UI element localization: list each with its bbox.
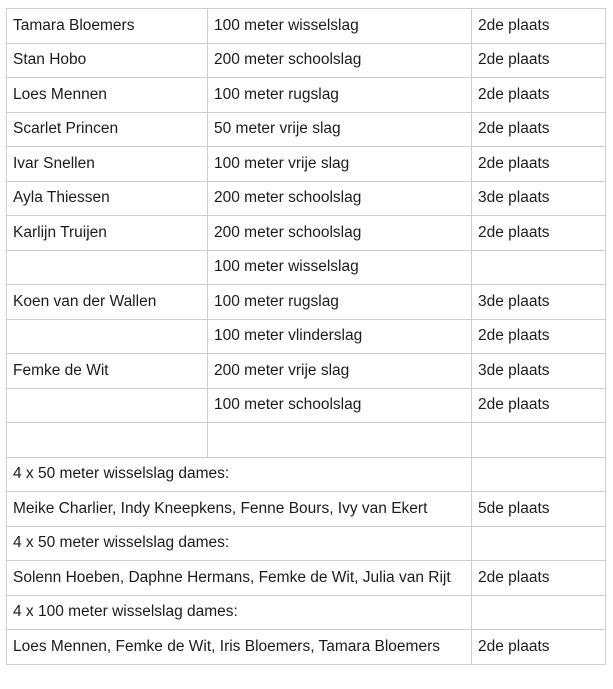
place-cell: 2de plaats [472,147,606,182]
results-table [6,8,606,665]
swimmer-name-cell: Karlijn Truijen [7,216,208,251]
event-cell: 100 meter wisselslag [208,250,472,285]
swimmer-name-cell [7,250,208,285]
place-cell: 2de plaats [472,9,606,44]
swimmer-name-cell: Ivar Snellen [7,147,208,182]
relay-event-row [7,457,606,492]
table-row [7,388,606,423]
place-cell: 2de plaats [472,561,606,596]
table-row [7,9,606,44]
event-cell: 200 meter schoolslag [208,216,472,251]
swimmer-name-cell: Femke de Wit [7,354,208,389]
swimmer-name-cell: Koen van der Wallen [7,285,208,320]
table-row [7,112,606,147]
relay-swimmers-cell: Meike Charlier, Indy Kneepkens, Fenne Bours, Ivy van Ekert [7,492,472,527]
place-cell: 2de plaats [472,630,606,665]
relay-swimmers-row [7,561,606,596]
event-cell: 100 meter rugslag [208,285,472,320]
place-cell: 2de plaats [472,319,606,354]
place-cell: 2de plaats [472,388,606,423]
results-table-body [7,9,606,665]
relay-swimmers-cell: Solenn Hoeben, Daphne Hermans, Femke de Wit, Julia van Rijt [7,561,472,596]
empty-place-cell [472,526,606,561]
place-cell: 5de plaats [472,492,606,527]
event-cell [208,423,472,458]
event-cell: 100 meter wisselslag [208,9,472,44]
swimmer-name-cell [7,423,208,458]
table-row [7,43,606,78]
empty-place-cell [472,595,606,630]
swimmer-name-cell: Loes Mennen [7,78,208,113]
place-cell: 3de plaats [472,285,606,320]
swimmer-name-cell [7,319,208,354]
relay-swimmers-row [7,630,606,665]
relay-swimmers-row [7,492,606,527]
event-cell: 100 meter vrije slag [208,147,472,182]
place-cell: 2de plaats [472,43,606,78]
swimmer-name-cell: Ayla Thiessen [7,181,208,216]
table-row [7,216,606,251]
swimmer-name-cell: Tamara Bloemers [7,9,208,44]
table-row [7,147,606,182]
event-cell: 50 meter vrije slag [208,112,472,147]
table-row [7,423,606,458]
table-row [7,181,606,216]
place-cell: 2de plaats [472,78,606,113]
event-cell: 100 meter schoolslag [208,388,472,423]
table-row [7,78,606,113]
relay-event-cell: 4 x 100 meter wisselslag dames: [7,595,472,630]
place-cell: 2de plaats [472,112,606,147]
empty-place-cell [472,457,606,492]
table-row [7,285,606,320]
swimmer-name-cell: Scarlet Princen [7,112,208,147]
relay-event-cell: 4 x 50 meter wisselslag dames: [7,526,472,561]
relay-swimmers-cell: Loes Mennen, Femke de Wit, Iris Bloemers, Tamara Bloemers [7,630,472,665]
event-cell: 200 meter schoolslag [208,181,472,216]
event-cell: 200 meter schoolslag [208,43,472,78]
place-cell [472,250,606,285]
event-cell: 100 meter rugslag [208,78,472,113]
swimmer-name-cell [7,388,208,423]
table-row [7,354,606,389]
relay-event-row [7,595,606,630]
event-cell: 100 meter vlinderslag [208,319,472,354]
relay-event-cell: 4 x 50 meter wisselslag dames: [7,457,472,492]
place-cell: 3de plaats [472,181,606,216]
table-row [7,250,606,285]
event-cell: 200 meter vrije slag [208,354,472,389]
place-cell: 2de plaats [472,216,606,251]
place-cell [472,423,606,458]
table-row [7,319,606,354]
place-cell: 3de plaats [472,354,606,389]
relay-event-row [7,526,606,561]
swimmer-name-cell: Stan Hobo [7,43,208,78]
